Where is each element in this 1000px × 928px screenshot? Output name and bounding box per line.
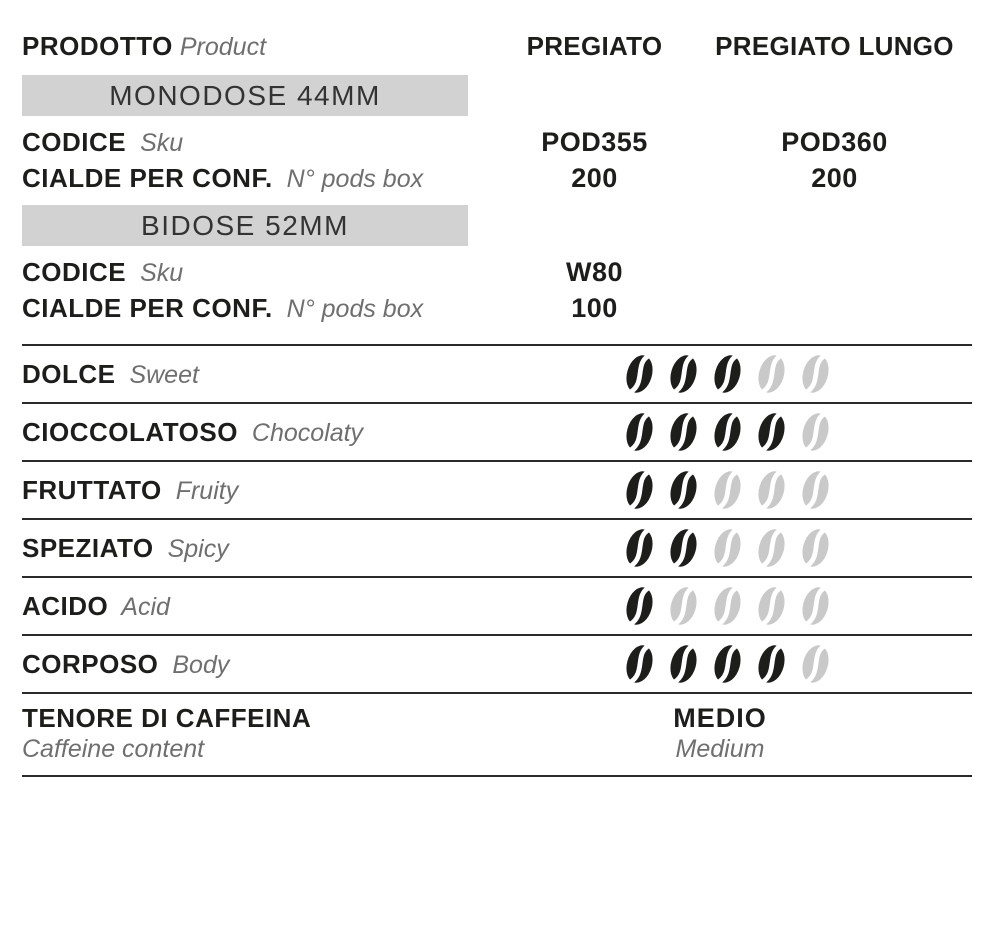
coffee-bean-icon	[754, 526, 789, 570]
spec-rows	[22, 254, 972, 326]
coffee-bean-icon	[666, 642, 701, 686]
spec-label-en: Sku	[133, 128, 184, 157]
coffee-bean-icon	[666, 410, 701, 454]
spec-rows	[22, 124, 972, 196]
flavor-label-en: Body	[165, 650, 230, 679]
flavor-label-en: Fruity	[168, 476, 239, 505]
spec-row-label	[22, 163, 492, 194]
flavor-label	[22, 591, 492, 622]
spec-row	[22, 254, 972, 290]
flavor-row	[22, 634, 972, 692]
coffee-bean-icon	[754, 468, 789, 512]
coffee-bean-icon	[710, 352, 745, 396]
coffee-bean-icon	[666, 526, 701, 570]
column-header-pregiato-lungo: PREGIATO LUNGO	[715, 31, 954, 61]
spec-label-en: Sku	[133, 258, 184, 287]
spec-value-pregiato: 100	[571, 292, 618, 323]
spec-label-en: N° pods box	[279, 294, 424, 323]
spec-label-en: N° pods box	[279, 164, 424, 193]
coffee-bean-icon	[666, 468, 701, 512]
flavor-label	[22, 649, 492, 680]
flavor-label-it: DOLCE	[22, 358, 116, 389]
flavor-row	[22, 518, 972, 576]
spec-label-it: CODICE	[22, 256, 127, 287]
coffee-bean-icon	[710, 468, 745, 512]
flavor-row	[22, 576, 972, 634]
spec-row	[22, 124, 972, 160]
spec-label-it: CODICE	[22, 126, 127, 157]
flavor-label-it: CIOCCOLATOSO	[22, 416, 238, 447]
coffee-bean-icon	[798, 410, 833, 454]
flavor-label-en: Sweet	[122, 360, 199, 389]
spec-row	[22, 160, 972, 196]
pod-size-banner: MONODOSE 44MM	[22, 75, 468, 116]
flavor-label	[22, 533, 492, 564]
coffee-bean-icon	[798, 352, 833, 396]
spec-row-label	[22, 127, 492, 158]
coffee-bean-icon	[710, 642, 745, 686]
flavor-row	[22, 460, 972, 518]
coffee-bean-icon	[622, 642, 657, 686]
coffee-bean-icon	[754, 642, 789, 686]
caffeine-label-en: Caffeine content	[22, 735, 205, 763]
coffee-bean-icon	[622, 468, 657, 512]
coffee-bean-icon	[798, 468, 833, 512]
bean-rating	[492, 642, 972, 686]
coffee-bean-icon	[710, 584, 745, 628]
bean-rating	[492, 584, 972, 628]
bean-rating	[492, 352, 972, 396]
spec-value-pregiato-lungo: POD360	[781, 126, 888, 157]
flavor-label-en: Spicy	[160, 534, 229, 563]
caffeine-label	[22, 702, 492, 765]
spec-value-pregiato: POD355	[541, 126, 648, 157]
coffee-bean-icon	[798, 584, 833, 628]
header-label-en: Product	[179, 33, 267, 61]
coffee-bean-icon	[754, 410, 789, 454]
flavor-row	[22, 402, 972, 460]
bean-rating	[492, 468, 972, 512]
coffee-bean-icon	[622, 584, 657, 628]
pod-size-banner: BIDOSE 52MM	[22, 205, 468, 246]
flavor-label-it: SPEZIATO	[22, 532, 154, 563]
flavor-label	[22, 475, 492, 506]
coffee-bean-icon	[710, 526, 745, 570]
bean-rating	[492, 410, 972, 454]
flavor-label-it: FRUTTATO	[22, 474, 162, 505]
coffee-bean-icon	[754, 584, 789, 628]
spec-label-it: CIALDE PER CONF.	[22, 292, 273, 323]
pod-size-section	[22, 205, 972, 326]
spec-row-label	[22, 293, 492, 324]
flavor-label	[22, 417, 492, 448]
flavor-label-it: ACIDO	[22, 590, 109, 621]
coffee-bean-icon	[666, 584, 701, 628]
pod-size-section	[22, 75, 972, 196]
coffee-bean-icon	[622, 352, 657, 396]
flavor-rating-table	[22, 344, 972, 692]
column-header-pregiato: PREGIATO	[526, 31, 663, 61]
caffeine-label-it: TENORE DI CAFFEINA	[22, 703, 312, 733]
spec-row	[22, 290, 972, 326]
spec-row-label	[22, 257, 492, 288]
header-label-it: PRODOTTO	[22, 31, 173, 61]
caffeine-row	[22, 692, 972, 777]
header-row	[22, 0, 972, 66]
coffee-bean-icon	[754, 352, 789, 396]
bean-rating	[492, 526, 972, 570]
pod-size-sections	[22, 75, 972, 326]
caffeine-value	[492, 702, 972, 765]
spec-value-pregiato: W80	[565, 256, 624, 287]
coffee-bean-icon	[622, 526, 657, 570]
flavor-label-en: Chocolaty	[244, 418, 364, 447]
caffeine-value-en: Medium	[675, 735, 765, 763]
coffee-bean-icon	[710, 410, 745, 454]
spec-label-it: CIALDE PER CONF.	[22, 162, 273, 193]
caffeine-value-it: MEDIO	[673, 703, 767, 733]
coffee-bean-icon	[622, 410, 657, 454]
coffee-bean-icon	[798, 526, 833, 570]
coffee-bean-icon	[666, 352, 701, 396]
flavor-label-en: Acid	[115, 592, 170, 621]
product-header-label	[22, 31, 492, 62]
flavor-row	[22, 344, 972, 402]
coffee-bean-icon	[798, 642, 833, 686]
spec-value-pregiato: 200	[571, 162, 618, 193]
flavor-label	[22, 359, 492, 390]
spec-value-pregiato-lungo: 200	[811, 162, 858, 193]
flavor-label-it: CORPOSO	[22, 648, 159, 679]
